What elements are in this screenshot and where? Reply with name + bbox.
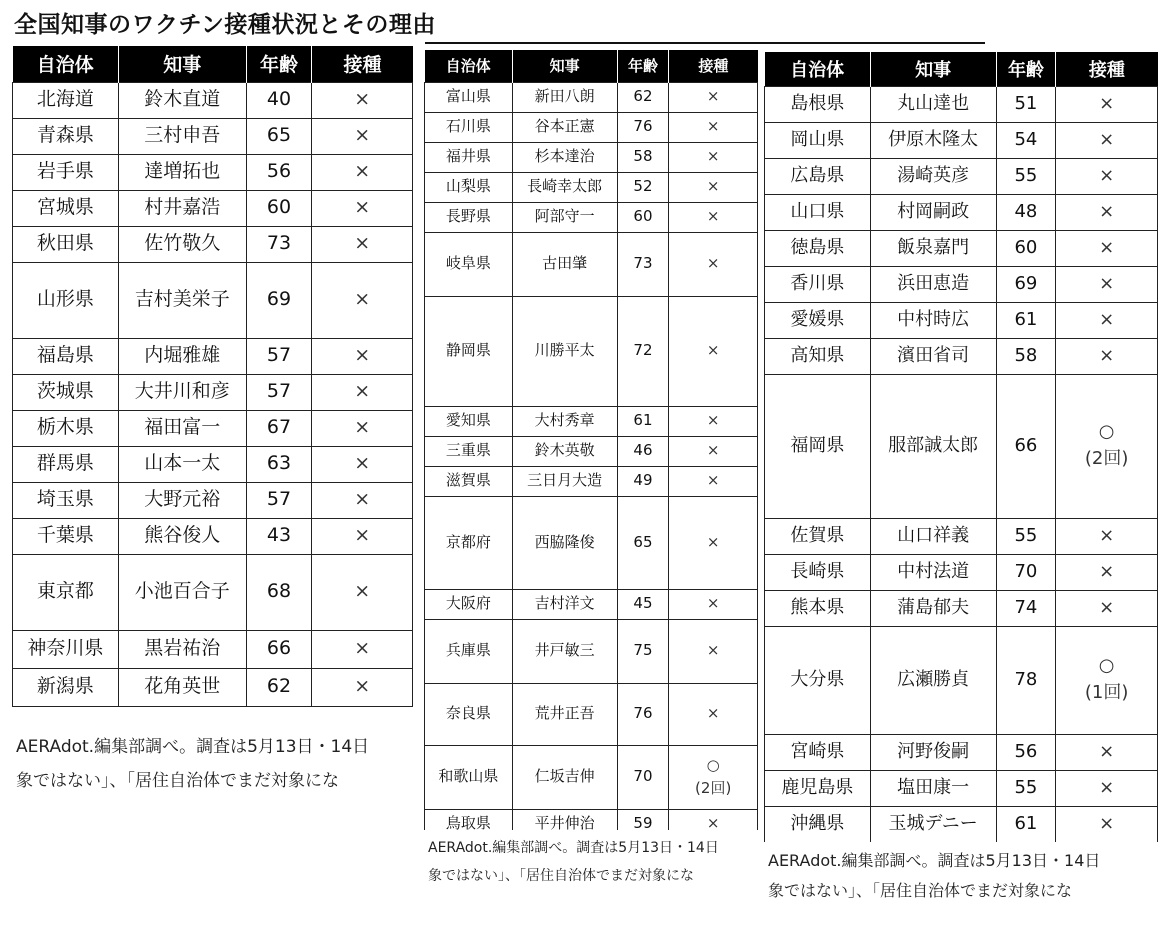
- table-row: [13, 630, 413, 668]
- governor-cell: 佐竹敬久: [118, 226, 246, 262]
- title-divider: [425, 42, 985, 44]
- age-cell: 60: [996, 230, 1056, 266]
- governor-cell: 飯泉嘉門: [870, 230, 996, 266]
- municipality-cell: 山梨県: [425, 172, 513, 202]
- vaccination-table: [12, 46, 413, 707]
- governor-cell: 西脇隆俊: [512, 496, 617, 589]
- municipality-cell: 和歌山県: [425, 745, 513, 809]
- vaccination-status-cell: ×: [312, 338, 413, 374]
- vaccination-status-cell: ×: [669, 589, 758, 619]
- table-row: [765, 158, 1158, 194]
- vaccination-status-cell: ×: [312, 190, 413, 226]
- table-row: [765, 806, 1158, 842]
- age-cell: 70: [617, 745, 669, 809]
- age-cell: 70: [996, 554, 1056, 590]
- vaccination-status-cell: ×: [312, 630, 413, 668]
- table-row: [425, 112, 758, 142]
- governor-cell: 大井川和彦: [118, 374, 246, 410]
- table-row: [765, 554, 1158, 590]
- vaccination-status-cell: ×: [669, 466, 758, 496]
- vaccination-status-cell: ×: [669, 142, 758, 172]
- municipality-cell: 兵庫県: [425, 619, 513, 683]
- governor-cell: 古田肇: [512, 232, 617, 296]
- governor-cell: 河野俊嗣: [870, 734, 996, 770]
- vaccination-table-panel-3: [764, 52, 1158, 842]
- governor-cell: 新田八朗: [512, 82, 617, 112]
- municipality-cell: 鳥取県: [425, 809, 513, 830]
- table-row: [425, 466, 758, 496]
- vaccination-status-cell: ×: [1056, 770, 1158, 806]
- age-cell: 62: [617, 82, 669, 112]
- municipality-cell: 福井県: [425, 142, 513, 172]
- table-row: [425, 296, 758, 406]
- governor-cell: 玉城デニー: [870, 806, 996, 842]
- municipality-cell: 佐賀県: [765, 518, 871, 554]
- age-cell: 63: [246, 446, 312, 482]
- table-row: [13, 154, 413, 190]
- header-age: 年齢: [246, 46, 312, 82]
- vaccination-status-cell: ×: [1056, 158, 1158, 194]
- vaccination-status-cell: ×: [669, 809, 758, 830]
- vaccination-status-cell: ×: [1056, 734, 1158, 770]
- municipality-cell: 東京都: [13, 554, 119, 630]
- vaccination-status-cell: ×: [1056, 590, 1158, 626]
- age-cell: 62: [246, 668, 312, 706]
- governor-cell: 大村秀章: [512, 406, 617, 436]
- governor-cell: 仁坂吉伸: [512, 745, 617, 809]
- dose-count: (1回): [1084, 682, 1129, 703]
- table-row: [765, 302, 1158, 338]
- table-row: [765, 338, 1158, 374]
- table-header-row: [765, 52, 1158, 86]
- header-governor: 知事: [870, 52, 996, 86]
- age-cell: 78: [996, 626, 1056, 734]
- vaccination-status-cell: ×: [669, 683, 758, 745]
- vaccination-status-cell: ×: [1056, 194, 1158, 230]
- table-row: [13, 374, 413, 410]
- age-cell: 65: [246, 118, 312, 154]
- vaccination-status-cell: ×: [312, 262, 413, 338]
- age-cell: 54: [996, 122, 1056, 158]
- dose-count: (2回): [695, 779, 732, 797]
- vaccination-status-cell: ×: [669, 232, 758, 296]
- age-cell: 76: [617, 112, 669, 142]
- governor-cell: 丸山達也: [870, 86, 996, 122]
- municipality-cell: 長野県: [425, 202, 513, 232]
- vaccination-status-cell: ×: [669, 436, 758, 466]
- source-note-line: AERAdot.編集部調べ。調査は5月13日・14日: [768, 851, 1101, 870]
- municipality-cell: 神奈川県: [13, 630, 119, 668]
- municipality-cell: 千葉県: [13, 518, 119, 554]
- table-row: [13, 338, 413, 374]
- governor-cell: 中村法道: [870, 554, 996, 590]
- table-header-row: [13, 46, 413, 82]
- governor-cell: 鈴木英敬: [512, 436, 617, 466]
- municipality-cell: 大分県: [765, 626, 871, 734]
- table-row: [765, 734, 1158, 770]
- governor-cell: 長崎幸太郎: [512, 172, 617, 202]
- source-note-1: [16, 730, 422, 798]
- table-row: [13, 554, 413, 630]
- table-row: [765, 194, 1158, 230]
- vaccination-status-cell: ×: [1056, 554, 1158, 590]
- governor-cell: 湯崎英彦: [870, 158, 996, 194]
- header-vaccinated: 接種: [312, 46, 413, 82]
- municipality-cell: 熊本県: [765, 590, 871, 626]
- table-row: [13, 118, 413, 154]
- municipality-cell: 秋田県: [13, 226, 119, 262]
- vaccination-status-cell: ×: [669, 496, 758, 589]
- vaccination-status-cell: ×: [669, 82, 758, 112]
- source-note-line: AERAdot.編集部調べ。調査は5月13日・14日: [16, 737, 370, 757]
- municipality-cell: 京都府: [425, 496, 513, 589]
- governor-cell: 山口祥義: [870, 518, 996, 554]
- table-row: [765, 590, 1158, 626]
- governor-cell: 吉村美栄子: [118, 262, 246, 338]
- header-age: 年齢: [617, 50, 669, 82]
- age-cell: 59: [617, 809, 669, 830]
- municipality-cell: 静岡県: [425, 296, 513, 406]
- age-cell: 56: [996, 734, 1056, 770]
- municipality-cell: 鹿児島県: [765, 770, 871, 806]
- governor-cell: 伊原木隆太: [870, 122, 996, 158]
- municipality-cell: 宮崎県: [765, 734, 871, 770]
- vaccination-status-cell: ×: [1056, 266, 1158, 302]
- vaccinated-mark: ○: [1098, 421, 1115, 443]
- municipality-cell: 高知県: [765, 338, 871, 374]
- age-cell: 61: [617, 406, 669, 436]
- vaccination-status-cell: ×: [1056, 86, 1158, 122]
- municipality-cell: 山口県: [765, 194, 871, 230]
- age-cell: 58: [617, 142, 669, 172]
- municipality-cell: 岡山県: [765, 122, 871, 158]
- governor-cell: 荒井正吾: [512, 683, 617, 745]
- vaccination-table: [424, 50, 758, 830]
- table-row: [425, 619, 758, 683]
- header-age: 年齢: [996, 52, 1056, 86]
- vaccination-status-cell: [1056, 626, 1158, 734]
- table-row: [13, 410, 413, 446]
- table-row: [765, 518, 1158, 554]
- source-note-line: AERAdot.編集部調べ。調査は5月13日・14日: [428, 840, 719, 856]
- age-cell: 69: [246, 262, 312, 338]
- governor-cell: 川勝平太: [512, 296, 617, 406]
- vaccination-status-cell: ×: [312, 554, 413, 630]
- age-cell: 74: [996, 590, 1056, 626]
- age-cell: 40: [246, 82, 312, 118]
- governor-cell: 内堀雅雄: [118, 338, 246, 374]
- age-cell: 55: [996, 770, 1056, 806]
- table-row: [13, 482, 413, 518]
- municipality-cell: 埼玉県: [13, 482, 119, 518]
- municipality-cell: 奈良県: [425, 683, 513, 745]
- age-cell: 66: [996, 374, 1056, 518]
- table-row: [425, 436, 758, 466]
- header-vaccinated: 接種: [669, 50, 758, 82]
- table-row: [425, 232, 758, 296]
- governor-cell: 平井伸治: [512, 809, 617, 830]
- table-row: [425, 589, 758, 619]
- table-row: [13, 668, 413, 706]
- page-title: 全国知事のワクチン接種状況とその理由: [14, 12, 436, 38]
- age-cell: 55: [996, 518, 1056, 554]
- municipality-cell: 長崎県: [765, 554, 871, 590]
- governor-cell: 小池百合子: [118, 554, 246, 630]
- governor-cell: 村岡嗣政: [870, 194, 996, 230]
- municipality-cell: 徳島県: [765, 230, 871, 266]
- municipality-cell: 滋賀県: [425, 466, 513, 496]
- table-row: [425, 496, 758, 589]
- table-header-row: [425, 50, 758, 82]
- age-cell: 72: [617, 296, 669, 406]
- vaccination-status-cell: ×: [669, 112, 758, 142]
- vaccination-status-cell: ×: [312, 374, 413, 410]
- municipality-cell: 香川県: [765, 266, 871, 302]
- age-cell: 48: [996, 194, 1056, 230]
- municipality-cell: 愛知県: [425, 406, 513, 436]
- age-cell: 73: [617, 232, 669, 296]
- municipality-cell: 群馬県: [13, 446, 119, 482]
- table-row: [765, 86, 1158, 122]
- municipality-cell: 大阪府: [425, 589, 513, 619]
- vaccination-status-cell: ×: [1056, 806, 1158, 842]
- governor-cell: 村井嘉浩: [118, 190, 246, 226]
- age-cell: 65: [617, 496, 669, 589]
- governor-cell: 塩田康一: [870, 770, 996, 806]
- vaccination-status-cell: ×: [1056, 122, 1158, 158]
- table-row: [13, 226, 413, 262]
- age-cell: 61: [996, 302, 1056, 338]
- vaccination-table-panel-1: [12, 46, 413, 726]
- vaccination-status-cell: ×: [1056, 302, 1158, 338]
- governor-cell: 達増拓也: [118, 154, 246, 190]
- municipality-cell: 山形県: [13, 262, 119, 338]
- table-row: [425, 683, 758, 745]
- vaccination-status-cell: ×: [669, 296, 758, 406]
- source-note-continuation: 象ではない」、「居住自治体でまだ対象にな: [428, 868, 694, 884]
- table-row: [13, 262, 413, 338]
- age-cell: 57: [246, 482, 312, 518]
- vaccination-status-cell: ×: [312, 118, 413, 154]
- table-row: [425, 172, 758, 202]
- source-note-3: [768, 846, 1160, 906]
- vaccination-status-cell: ×: [312, 482, 413, 518]
- governor-cell: 井戸敏三: [512, 619, 617, 683]
- governor-cell: 浜田恵造: [870, 266, 996, 302]
- age-cell: 69: [996, 266, 1056, 302]
- municipality-cell: 石川県: [425, 112, 513, 142]
- age-cell: 55: [996, 158, 1056, 194]
- vaccination-status-cell: ×: [669, 406, 758, 436]
- vaccination-status-cell: ×: [312, 668, 413, 706]
- table-row: [425, 406, 758, 436]
- age-cell: 45: [617, 589, 669, 619]
- municipality-cell: 富山県: [425, 82, 513, 112]
- vaccination-status-cell: [1056, 374, 1158, 518]
- municipality-cell: 広島県: [765, 158, 871, 194]
- vaccination-table-panel-2: [424, 50, 758, 830]
- age-cell: 43: [246, 518, 312, 554]
- governor-cell: 花角英世: [118, 668, 246, 706]
- municipality-cell: 新潟県: [13, 668, 119, 706]
- header-municipality: 自治体: [13, 46, 119, 82]
- age-cell: 49: [617, 466, 669, 496]
- vaccination-status-cell: ×: [312, 154, 413, 190]
- governor-cell: 山本一太: [118, 446, 246, 482]
- vaccination-status-cell: ×: [312, 226, 413, 262]
- age-cell: 57: [246, 338, 312, 374]
- header-vaccinated: 接種: [1056, 52, 1158, 86]
- governor-cell: 鈴木直道: [118, 82, 246, 118]
- source-note-2: [428, 834, 762, 890]
- vaccinated-mark: ○: [1098, 655, 1115, 677]
- age-cell: 76: [617, 683, 669, 745]
- age-cell: 46: [617, 436, 669, 466]
- governor-cell: 谷本正憲: [512, 112, 617, 142]
- age-cell: 60: [246, 190, 312, 226]
- governor-cell: 吉村洋文: [512, 589, 617, 619]
- table-row: [765, 374, 1158, 518]
- municipality-cell: 岩手県: [13, 154, 119, 190]
- table-row: [765, 770, 1158, 806]
- age-cell: 66: [246, 630, 312, 668]
- vaccination-status-cell: ×: [312, 446, 413, 482]
- governor-cell: 熊谷俊人: [118, 518, 246, 554]
- governor-cell: 大野元裕: [118, 482, 246, 518]
- governor-cell: 濱田省司: [870, 338, 996, 374]
- governor-cell: 三村申吾: [118, 118, 246, 154]
- vaccination-status-cell: ×: [312, 410, 413, 446]
- vaccination-table: [764, 52, 1158, 842]
- municipality-cell: 宮城県: [13, 190, 119, 226]
- municipality-cell: 島根県: [765, 86, 871, 122]
- table-row: [425, 745, 758, 809]
- vaccination-status-cell: ×: [669, 619, 758, 683]
- header-governor: 知事: [512, 50, 617, 82]
- municipality-cell: 三重県: [425, 436, 513, 466]
- vaccination-status-cell: ×: [1056, 338, 1158, 374]
- vaccination-status-cell: ×: [312, 82, 413, 118]
- header-municipality: 自治体: [425, 50, 513, 82]
- source-note-continuation: 象ではない」、「居住自治体でまだ対象にな: [768, 881, 1073, 900]
- municipality-cell: 栃木県: [13, 410, 119, 446]
- table-row: [13, 82, 413, 118]
- age-cell: 51: [996, 86, 1056, 122]
- table-row: [425, 809, 758, 830]
- age-cell: 67: [246, 410, 312, 446]
- governor-cell: 黒岩祐治: [118, 630, 246, 668]
- header-municipality: 自治体: [765, 52, 871, 86]
- age-cell: 73: [246, 226, 312, 262]
- table-row: [425, 142, 758, 172]
- governor-cell: 広瀬勝貞: [870, 626, 996, 734]
- municipality-cell: 愛媛県: [765, 302, 871, 338]
- table-row: [765, 230, 1158, 266]
- table-row: [765, 122, 1158, 158]
- age-cell: 58: [996, 338, 1056, 374]
- source-note-continuation: 象ではない」、「居住自治体でまだ対象にな: [16, 771, 339, 791]
- municipality-cell: 沖縄県: [765, 806, 871, 842]
- table-row: [13, 190, 413, 226]
- municipality-cell: 青森県: [13, 118, 119, 154]
- header-governor: 知事: [118, 46, 246, 82]
- age-cell: 75: [617, 619, 669, 683]
- municipality-cell: 福岡県: [765, 374, 871, 518]
- governor-cell: 福田富一: [118, 410, 246, 446]
- vaccination-status-cell: [669, 745, 758, 809]
- vaccinated-mark: ○: [706, 755, 720, 774]
- governor-cell: 杉本達治: [512, 142, 617, 172]
- table-row: [425, 202, 758, 232]
- age-cell: 60: [617, 202, 669, 232]
- governor-cell: 蒲島郁夫: [870, 590, 996, 626]
- governor-cell: 服部誠太郎: [870, 374, 996, 518]
- municipality-cell: 福島県: [13, 338, 119, 374]
- vaccination-status-cell: ×: [669, 202, 758, 232]
- governor-cell: 三日月大造: [512, 466, 617, 496]
- age-cell: 56: [246, 154, 312, 190]
- table-row: [13, 518, 413, 554]
- municipality-cell: 岐阜県: [425, 232, 513, 296]
- vaccination-status-cell: ×: [312, 518, 413, 554]
- municipality-cell: 茨城県: [13, 374, 119, 410]
- vaccination-status-cell: ×: [669, 172, 758, 202]
- table-row: [13, 446, 413, 482]
- governor-cell: 中村時広: [870, 302, 996, 338]
- governor-cell: 阿部守一: [512, 202, 617, 232]
- vaccination-status-cell: ×: [1056, 230, 1158, 266]
- table-row: [425, 82, 758, 112]
- vaccination-status-cell: ×: [1056, 518, 1158, 554]
- table-row: [765, 266, 1158, 302]
- table-row: [765, 626, 1158, 734]
- age-cell: 61: [996, 806, 1056, 842]
- age-cell: 52: [617, 172, 669, 202]
- age-cell: 57: [246, 374, 312, 410]
- age-cell: 68: [246, 554, 312, 630]
- dose-count: (2回): [1084, 448, 1129, 469]
- municipality-cell: 北海道: [13, 82, 119, 118]
